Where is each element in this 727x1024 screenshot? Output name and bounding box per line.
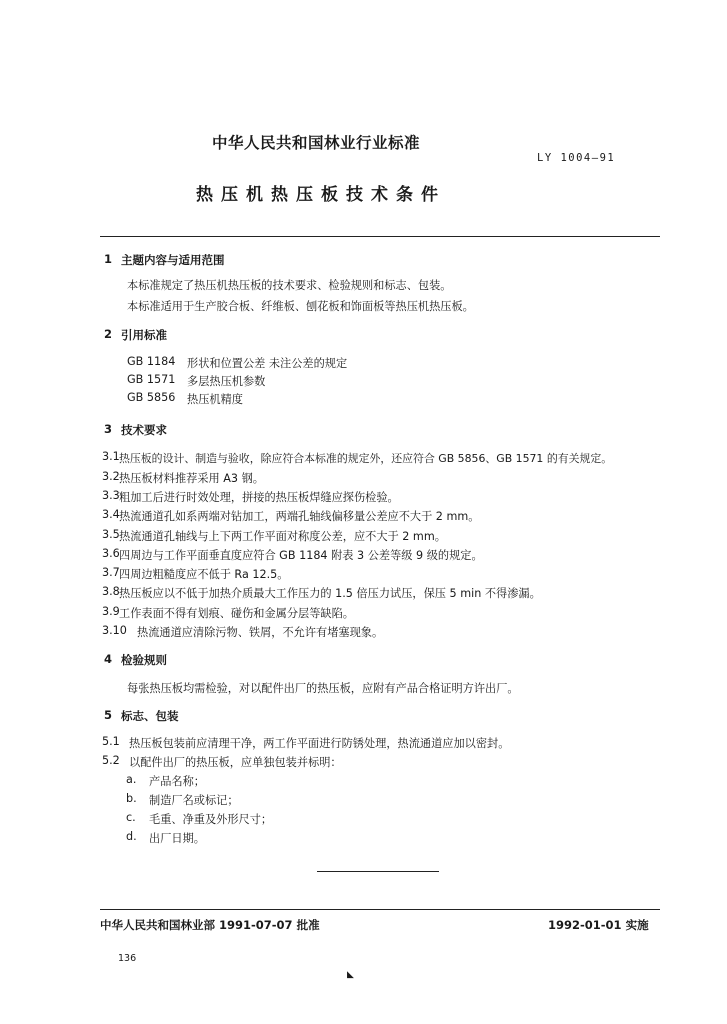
section-1-paragraph-2: 本标准适用于生产胶合板、纤维板、刨花板和饰面板等热压机热压板。 [127, 300, 474, 313]
list-item-text: 出厂日期。 [149, 832, 205, 845]
section-3-number: 3 [104, 422, 113, 436]
list-item-label: b. [126, 792, 137, 805]
clause-number: 3.9 [102, 605, 120, 618]
reference-code: GB 1184 [127, 355, 176, 368]
section-5-number: 5 [104, 708, 113, 722]
reference-code: GB 5856 [127, 391, 176, 404]
section-1-number: 1 [104, 252, 113, 266]
scan-mark: ◣ [347, 970, 354, 980]
clause-text: 热压板材料推荐采用 A3 钢。 [119, 472, 264, 485]
clause-text: 以配件出厂的热压板，应单独包装并标明： [129, 756, 342, 769]
section-2-number: 2 [104, 327, 113, 341]
clause-text: 粗加工后进行时效处理，拼接的热压板焊缝应探伤检验。 [119, 491, 399, 504]
issuing-organization: 中华人民共和国林业行业标准 [212, 134, 421, 152]
clause-number: 3.6 [102, 547, 120, 560]
list-item-label: a. [126, 773, 137, 786]
clause-number: 5.2 [102, 754, 120, 767]
footer-divider [100, 909, 660, 910]
clause-number: 3.5 [102, 528, 120, 541]
clause-text: 热压板应以不低于加热介质最大工作压力的 1.5 倍压力试压，保压 5 min 不得渗漏。 [119, 587, 541, 600]
reference-code: GB 1571 [127, 373, 176, 386]
section-3-heading: 技术要求 [121, 423, 167, 437]
section-4-number: 4 [104, 652, 113, 666]
clause-text: 热流通道孔轴线与上下两工作平面对称度公差，应不大于 2 mm。 [119, 530, 446, 543]
end-of-text-rule [317, 871, 439, 872]
approval-line: 中华人民共和国林业部 1991-07-07 批准 [100, 918, 320, 932]
clause-text: 四周边粗糙度应不低于 Ra 12.5。 [119, 568, 289, 581]
clause-number: 3.2 [102, 470, 120, 483]
list-item-label: d. [126, 830, 137, 843]
clause-text: 四周边与工作平面垂直度应符合 GB 1184 附表 3 公差等级 9 级的规定。 [119, 549, 483, 562]
clause-text: 热流通道应清除污物、铁屑，不允许有堵塞现象。 [137, 626, 384, 639]
document-title: 热压机热压板技术条件 [196, 185, 446, 205]
section-4-paragraph: 每张热压板均需检验，对以配件出厂的热压板，应附有产品合格证明方许出厂。 [127, 682, 519, 695]
section-1-paragraph-1: 本标准规定了热压机热压板的技术要求、检验规则和标志、包装。 [127, 279, 452, 292]
header-divider [100, 236, 660, 237]
clause-text: 工作表面不得有划痕、碰伤和金属分层等缺陷。 [119, 607, 354, 620]
clause-text: 热压板包装前应清理干净，两工作平面进行防锈处理，热流通道应加以密封。 [129, 737, 510, 750]
clause-text: 热压板的设计、制造与验收，除应符合本标准的规定外，还应符合 GB 5856、GB 1571 的有关规定。 [119, 452, 613, 465]
reference-title: 形状和位置公差 未注公差的规定 [187, 357, 348, 370]
clause-number: 5.1 [102, 735, 120, 748]
clause-number: 3.8 [102, 585, 120, 598]
reference-title: 多层热压机参数 [187, 375, 266, 388]
standard-code: LY 1004—91 [537, 152, 616, 164]
section-2-heading: 引用标准 [121, 328, 167, 342]
effective-date: 1992-01-01 实施 [548, 918, 649, 932]
section-5-heading: 标志、包装 [121, 709, 179, 723]
clause-text: 热流通道孔如系两端对钻加工，两端孔轴线偏移量公差应不大于 2 mm。 [119, 510, 480, 523]
page-number: 136 [118, 953, 137, 964]
clause-number: 3.1 [102, 450, 120, 463]
clause-number: 3.10 [102, 624, 127, 637]
list-item-label: c. [126, 811, 136, 824]
section-4-heading: 检验规则 [121, 653, 167, 667]
list-item-text: 制造厂名或标记； [149, 794, 239, 807]
reference-title: 热压机精度 [187, 393, 243, 406]
clause-number: 3.7 [102, 566, 120, 579]
clause-number: 3.4 [102, 508, 120, 521]
section-1-heading: 主题内容与适用范围 [121, 253, 225, 267]
list-item-text: 产品名称； [149, 775, 205, 788]
list-item-text: 毛重、净重及外形尺寸； [149, 813, 273, 826]
clause-number: 3.3 [102, 489, 120, 502]
